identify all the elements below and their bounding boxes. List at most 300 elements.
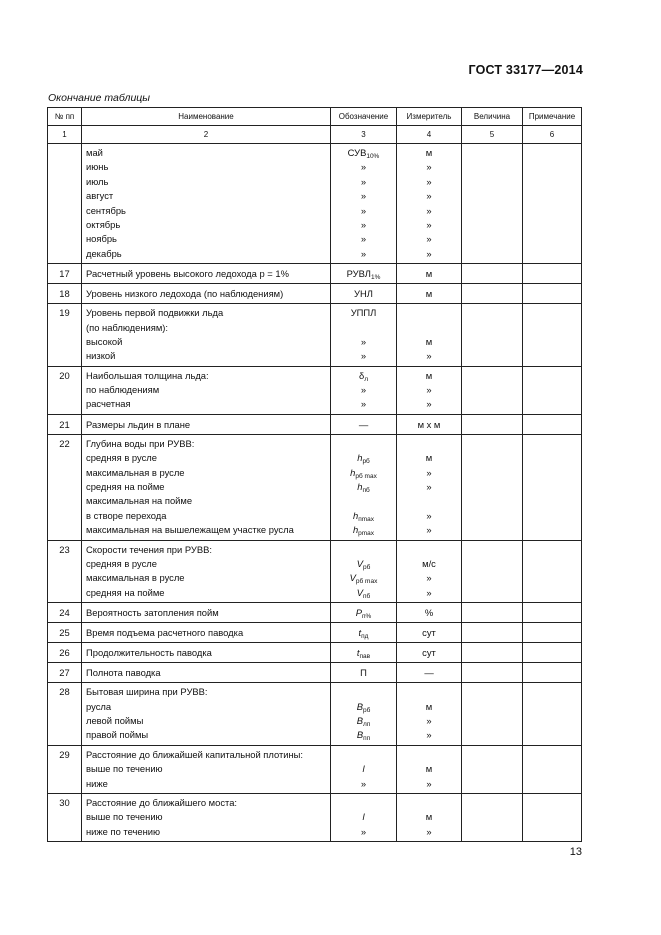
symbol-main: B	[356, 729, 364, 741]
symbol-main: РУВЛ	[346, 268, 371, 280]
parameter-unit: »	[426, 204, 432, 216]
row-number-cell	[48, 414, 82, 434]
table-row	[48, 414, 582, 434]
symbol-cell	[331, 366, 397, 414]
row-number-cell	[48, 144, 82, 264]
parameter-unit	[397, 543, 461, 557]
parameter-symbol	[331, 266, 396, 281]
parameter-name: ниже по течению	[86, 825, 161, 837]
parameter-unit: »	[426, 586, 432, 598]
parameter-unit: м	[425, 763, 433, 775]
value-cell	[462, 366, 523, 414]
symbol-subscript: рmax	[358, 530, 375, 538]
parameter-unit: »	[426, 509, 432, 521]
parameter-symbol	[331, 175, 396, 189]
value-cell	[462, 683, 523, 746]
parameter-unit: »	[426, 384, 432, 396]
value-cell	[462, 623, 523, 643]
parameter-name: декабрь	[86, 247, 122, 259]
symbol-main: V	[349, 572, 356, 584]
parameter-unit	[397, 437, 461, 451]
table-row	[48, 366, 582, 414]
symbol-main: »	[360, 204, 367, 216]
unit-cell	[397, 540, 462, 603]
row-number: 24	[59, 607, 70, 619]
parameter-unit: »	[426, 247, 432, 259]
symbol-subscript: рб max	[355, 578, 378, 586]
parameter-unit	[397, 685, 461, 699]
table-caption: Окончание таблицы	[48, 92, 151, 104]
parameter-unit: м	[425, 288, 433, 300]
parameter-name: средняя в русле	[86, 452, 157, 464]
symbol-subscript: рб max	[355, 472, 377, 480]
parameter-symbol	[331, 728, 396, 742]
symbol-main: »	[360, 218, 367, 230]
column-number: 5	[462, 126, 523, 144]
parameter-unit: м	[425, 811, 433, 823]
parameter-symbol	[331, 480, 396, 494]
table-row	[48, 683, 582, 746]
symbol-main: »	[360, 233, 367, 245]
parameter-name: выше по течению	[86, 811, 163, 823]
column-header: Обозначение	[331, 108, 397, 126]
column-number: 2	[82, 126, 331, 144]
parameter-symbol	[331, 451, 396, 465]
parameter-name: высокой	[86, 335, 123, 347]
row-number: 17	[59, 268, 70, 280]
parameter-symbol	[331, 543, 396, 557]
parameter-symbol	[331, 189, 396, 203]
parameter-symbol	[331, 397, 396, 411]
symbol-cell	[331, 745, 397, 793]
name-cell	[82, 366, 331, 414]
parameter-symbol	[331, 349, 396, 363]
note-cell	[523, 144, 582, 264]
note-cell	[523, 603, 582, 623]
parameter-name: май	[86, 147, 103, 158]
parameter-unit: м	[425, 452, 433, 464]
unit-cell	[397, 414, 462, 434]
parameter-unit	[397, 796, 461, 810]
symbol-main: »	[360, 175, 367, 187]
symbol-main: »	[360, 190, 367, 202]
parameter-unit: %	[424, 607, 434, 619]
symbol-subscript: пп	[363, 735, 371, 743]
note-cell	[523, 643, 582, 663]
parameter-unit: »	[426, 218, 432, 230]
symbol-subscript: рб	[362, 563, 371, 571]
symbol-subscript: пб	[362, 487, 370, 495]
value-cell	[462, 540, 523, 603]
row-number-cell	[48, 793, 82, 841]
parameter-name: средняя в русле	[86, 557, 157, 569]
row-number-cell	[48, 540, 82, 603]
parameter-name: Уровень первой подвижки льда	[86, 307, 224, 319]
parameter-name: русла	[86, 700, 112, 712]
name-cell	[82, 745, 331, 793]
symbol-cell	[331, 144, 397, 264]
parameter-unit: »	[426, 481, 432, 493]
parameter-symbol	[331, 571, 396, 585]
unit-cell	[397, 603, 462, 623]
row-number: 30	[59, 796, 70, 808]
note-cell	[523, 434, 582, 540]
parameter-symbol	[331, 247, 396, 261]
symbol-cell	[331, 643, 397, 663]
parameter-name: октябрь	[86, 218, 121, 230]
parameter-name: низкой	[86, 350, 116, 362]
table-row	[48, 540, 582, 603]
note-cell	[523, 793, 582, 841]
table-body	[48, 144, 582, 842]
note-cell	[523, 304, 582, 367]
parameter-unit: »	[426, 466, 432, 478]
parameter-symbol	[331, 523, 396, 537]
parameter-name: Скорости течения при РУВВ:	[86, 543, 212, 555]
row-number-cell	[48, 304, 82, 367]
name-cell	[82, 414, 331, 434]
name-cell	[82, 683, 331, 746]
column-header: Примечание	[523, 108, 582, 126]
column-number: 4	[397, 126, 462, 144]
parameter-symbol	[331, 605, 396, 620]
parameter-symbol	[331, 700, 396, 714]
row-number-cell	[48, 434, 82, 540]
parameter-name: левой поймы	[86, 714, 144, 726]
value-cell	[462, 793, 523, 841]
parameter-name: расчетная	[86, 398, 131, 410]
parameter-symbol	[331, 625, 396, 640]
symbol-main: l	[362, 811, 365, 823]
row-number: 21	[59, 418, 70, 430]
parameter-name: июнь	[86, 161, 109, 173]
parameter-symbol	[331, 509, 396, 523]
symbol-main: B	[356, 700, 363, 712]
parameter-symbol	[331, 218, 396, 232]
parameter-unit: м	[425, 268, 433, 280]
parameter-name: Размеры льдин в плане	[86, 418, 191, 430]
parameter-unit: м	[425, 147, 433, 158]
row-number-cell	[48, 745, 82, 793]
parameter-symbol	[331, 810, 396, 824]
symbol-main: »	[360, 350, 367, 362]
parameter-unit: »	[426, 825, 432, 837]
symbol-cell	[331, 623, 397, 643]
symbol-main: B	[356, 714, 363, 726]
note-cell	[523, 540, 582, 603]
parameter-symbol	[331, 714, 396, 728]
parameter-name: правой поймы	[86, 729, 149, 741]
parameter-unit: м	[425, 335, 433, 347]
symbol-subscript: пав	[359, 653, 371, 661]
name-cell	[82, 284, 331, 304]
symbol-main: V	[356, 557, 363, 569]
column-number: 3	[331, 126, 397, 144]
unit-cell	[397, 793, 462, 841]
parameter-unit: »	[426, 161, 432, 173]
symbol-main: h	[357, 452, 363, 464]
symbol-main: l	[362, 763, 365, 775]
table-row	[48, 284, 582, 304]
parameter-unit: м	[425, 700, 433, 712]
symbol-subscript: рб	[362, 706, 371, 714]
parameter-symbol	[331, 557, 396, 571]
symbol-main: »	[360, 335, 367, 347]
symbol-subscript: пmax	[358, 515, 375, 523]
column-header: Величина	[462, 108, 523, 126]
header-row	[48, 108, 582, 126]
symbol-main: П	[360, 667, 367, 679]
parameter-name: Наибольшая толщина льда:	[86, 369, 209, 381]
parameters-table	[47, 107, 582, 842]
parameter-name: Глубина воды при РУВВ:	[86, 437, 195, 449]
row-number-cell	[48, 366, 82, 414]
row-number: 23	[59, 543, 70, 555]
symbol-subscript: 1%	[370, 274, 381, 282]
symbol-cell	[331, 663, 397, 683]
name-cell	[82, 540, 331, 603]
parameter-name: Полнота паводка	[86, 667, 161, 679]
parameter-name: максимальная на пойме	[86, 495, 193, 507]
row-number: 20	[59, 369, 70, 381]
parameter-symbol	[331, 748, 396, 762]
symbol-main: t	[356, 647, 360, 659]
page-number: 13	[569, 846, 582, 858]
row-number	[48, 146, 81, 160]
parameter-unit: »	[426, 714, 432, 726]
symbol-main: h	[352, 524, 359, 536]
parameter-symbol	[331, 321, 396, 335]
symbol-main: h	[350, 466, 356, 478]
unit-cell	[397, 623, 462, 643]
unit-cell	[397, 663, 462, 683]
parameter-unit: »	[426, 729, 432, 741]
row-number: 25	[59, 627, 70, 639]
parameter-name: Время подъема расчетного паводка	[86, 627, 244, 639]
table-row	[48, 793, 582, 841]
parameter-unit: м/с	[422, 557, 436, 569]
parameter-unit: сут	[422, 647, 436, 659]
value-cell	[462, 304, 523, 367]
table-row	[48, 745, 582, 793]
parameter-name: Расстояние до ближайшего моста:	[86, 796, 238, 808]
parameter-unit: »	[426, 777, 432, 789]
value-cell	[462, 434, 523, 540]
symbol-main: »	[360, 247, 367, 259]
row-number: 28	[59, 686, 70, 698]
symbol-subscript: л	[364, 375, 368, 383]
parameter-symbol	[331, 306, 396, 320]
symbol-main: V	[356, 586, 363, 598]
name-cell	[82, 663, 331, 683]
row-number: 26	[59, 647, 70, 659]
table-row	[48, 643, 582, 663]
name-cell	[82, 434, 331, 540]
parameter-name: ноябрь	[86, 233, 117, 245]
symbol-cell	[331, 284, 397, 304]
row-number-cell	[48, 663, 82, 683]
symbol-main: »	[360, 161, 367, 173]
value-cell	[462, 414, 523, 434]
name-cell	[82, 144, 331, 264]
parameter-symbol	[331, 146, 396, 160]
parameter-unit: сут	[422, 627, 436, 639]
row-number: 22	[59, 437, 70, 449]
note-cell	[523, 366, 582, 414]
parameter-symbol	[331, 417, 396, 432]
parameter-symbol	[331, 286, 396, 301]
parameter-name: средняя на пойме	[86, 481, 165, 493]
column-header: Наименование	[82, 108, 331, 126]
row-number-cell	[48, 264, 82, 284]
symbol-main: »	[360, 777, 367, 789]
unit-cell	[397, 643, 462, 663]
table-row	[48, 304, 582, 367]
name-cell	[82, 623, 331, 643]
unit-cell	[397, 284, 462, 304]
parameter-symbol	[331, 777, 396, 791]
parameter-name: (по наблюдениям):	[86, 321, 168, 333]
parameter-unit: »	[426, 398, 432, 410]
column-header: Измеритель	[397, 108, 462, 126]
parameter-name: выше по течению	[86, 763, 163, 775]
unit-cell	[397, 434, 462, 540]
parameter-unit: »	[426, 572, 432, 584]
table-row	[48, 144, 582, 264]
value-cell	[462, 603, 523, 623]
parameter-unit: »	[426, 175, 432, 187]
symbol-main: »	[360, 384, 367, 396]
unit-cell	[397, 366, 462, 414]
name-cell	[82, 304, 331, 367]
symbol-main: УНЛ	[354, 288, 373, 300]
symbol-subscript: лп	[362, 720, 371, 728]
symbol-main: СУВ	[347, 147, 367, 158]
parameter-unit: м х м	[417, 418, 441, 430]
parameter-name: максимальная в русле	[86, 466, 185, 478]
parameter-name: максимальная в русле	[86, 572, 185, 584]
row-number-cell	[48, 284, 82, 304]
parameter-symbol	[331, 762, 396, 776]
parameter-name: максимальная на вышележащем участке русла	[86, 524, 294, 536]
symbol-main: —	[358, 418, 369, 430]
parameter-unit	[397, 748, 461, 762]
parameter-symbol	[331, 825, 396, 839]
parameter-name: Расстояние до ближайшей капитальной плотины:	[86, 748, 304, 760]
value-cell	[462, 144, 523, 264]
value-cell	[462, 745, 523, 793]
parameter-unit	[397, 494, 461, 508]
row-number: 18	[59, 288, 70, 300]
parameter-symbol	[331, 494, 396, 508]
row-number: 19	[59, 307, 70, 319]
symbol-main: t	[358, 627, 362, 639]
parameter-symbol	[331, 335, 396, 349]
parameter-symbol	[331, 383, 396, 397]
note-cell	[523, 264, 582, 284]
parameter-unit: »	[426, 233, 432, 245]
column-number: 1	[48, 126, 82, 144]
parameter-unit: —	[424, 667, 434, 679]
parameter-symbol	[331, 369, 396, 383]
symbol-main: УППЛ	[350, 307, 377, 319]
symbol-subscript: п%	[361, 613, 372, 621]
note-cell	[523, 683, 582, 746]
symbol-main: »	[360, 398, 367, 410]
note-cell	[523, 663, 582, 683]
parameter-unit	[397, 306, 461, 320]
unit-cell	[397, 304, 462, 367]
parameter-symbol	[331, 645, 396, 660]
symbol-main: δ	[358, 369, 365, 381]
column-number: 6	[523, 126, 582, 144]
column-number-row	[48, 126, 582, 144]
parameter-unit: »	[426, 350, 432, 362]
value-cell	[462, 264, 523, 284]
column-header: № пп	[48, 108, 82, 126]
value-cell	[462, 284, 523, 304]
parameter-symbol	[331, 160, 396, 174]
symbol-cell	[331, 683, 397, 746]
row-number: 27	[59, 667, 70, 679]
value-cell	[462, 663, 523, 683]
parameter-symbol	[331, 466, 396, 480]
symbol-subscript: рб	[362, 458, 370, 466]
unit-cell	[397, 144, 462, 264]
parameter-symbol	[331, 796, 396, 810]
note-cell	[523, 745, 582, 793]
note-cell	[523, 623, 582, 643]
name-cell	[82, 264, 331, 284]
row-number: 29	[59, 748, 70, 760]
unit-cell	[397, 745, 462, 793]
table-row	[48, 663, 582, 683]
symbol-cell	[331, 264, 397, 284]
parameter-symbol	[331, 685, 396, 699]
parameter-name: средняя на пойме	[86, 586, 165, 598]
symbol-cell	[331, 434, 397, 540]
parameter-name: август	[86, 190, 114, 202]
symbol-main: »	[360, 825, 367, 837]
symbol-cell	[331, 304, 397, 367]
parameter-name: ниже	[86, 777, 108, 789]
symbol-main: h	[357, 481, 363, 493]
parameter-name: Бытовая ширина при РУВВ:	[86, 686, 208, 698]
parameter-name: по наблюдениям	[86, 384, 160, 396]
note-cell	[523, 284, 582, 304]
symbol-main: h	[352, 509, 359, 521]
parameter-name: сентябрь	[86, 204, 126, 216]
symbol-main: P	[355, 607, 362, 619]
row-number-cell	[48, 643, 82, 663]
parameter-name: июль	[86, 175, 109, 187]
parameter-symbol	[331, 232, 396, 246]
symbol-subscript: пд	[361, 633, 369, 641]
parameter-unit: »	[426, 524, 432, 536]
row-number-cell	[48, 683, 82, 746]
note-cell	[523, 414, 582, 434]
unit-cell	[397, 264, 462, 284]
table-row	[48, 623, 582, 643]
parameter-name: Вероятность затопления пойм	[86, 607, 219, 619]
name-cell	[82, 643, 331, 663]
parameter-name: Продолжительность паводка	[86, 647, 212, 659]
parameter-name: в створе перехода	[86, 509, 167, 521]
parameter-symbol	[331, 586, 396, 600]
parameter-unit: »	[426, 190, 432, 202]
value-cell	[462, 643, 523, 663]
name-cell	[82, 793, 331, 841]
